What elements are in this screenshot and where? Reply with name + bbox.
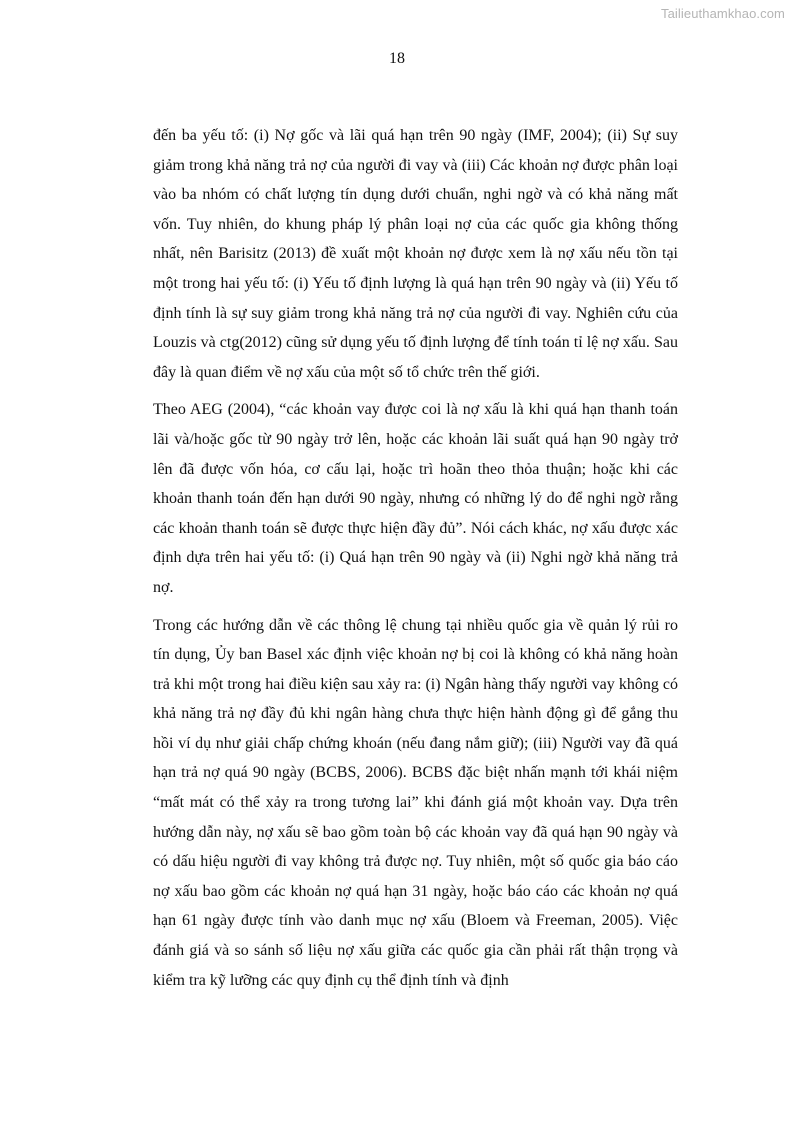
paragraph-3: Trong các hướng dẫn về các thông lệ chung tại nhiều quốc gia về quản lý rủi ro tín dụng, Ủy ban Basel xác định việc khoản nợ bị coi là không có khả năng hoàn trả khi một trong hai điều kiện sau xảy ra: (i) Ngân hàng thấy người vay không có khả năng trả nợ đầy đủ khi ngân hàng chưa thực hiện hành động gì để gắng thu hồi ví dụ như giải chấp chứng khoán (nếu đang nắm giữ); (iii) Người vay đã quá hạn trả nợ quá 90 ngày (BCBS, 2006). BCBS đặc biệt nhấn mạnh tới khái niệm “mất mát có thể xảy ra trong tương lai” khi đánh giá một khoản vay. Dựa trên hướng dẫn này, nợ xấu sẽ bao gồm toàn bộ các khoản vay đã quá hạn 90 ngày và có dấu hiệu người đi vay không trả được nợ. Tuy nhiên, một số quốc gia báo cáo nợ xấu bao gồm các khoản nợ quá hạn 31 ngày, hoặc báo cáo các khoản nợ quá hạn 61 ngày được tính vào danh mục nợ xấu (Bloem và Freeman, 2005). Việc đánh giá và so sánh số liệu nợ xấu giữa các quốc gia cần phải rất thận trọng và kiểm tra kỹ lưỡng các quy định cụ thể định tính và định — [153, 616, 678, 989]
paragraph-1: đến ba yếu tố: (i) Nợ gốc và lãi quá hạn trên 90 ngày (IMF, 2004); (ii) Sự suy giảm trong khả năng trả nợ của người đi vay và (iii) Các khoản nợ được phân loại vào ba nhóm có chất lượng tín dụng dưới chuẩn, nghi ngờ và có khả năng mất vốn. Tuy nhiên, do khung pháp lý phân loại nợ của các quốc gia không thống nhất, nên Barisitz (2013) đề xuất một khoản nợ được xem là nợ xấu nếu tồn tại một trong hai yếu tố: (i) Yếu tố định lượng là quá hạn trên 90 ngày và (ii) Yếu tố định tính là sự suy giảm trong khả năng trả nợ của người đi vay. Nghiên cứu của Louzis và ctg(2012) cũng sử dụng yếu tố định lượng để tính toán tỉ lệ nợ xấu. Sau đây là quan điểm về nợ xấu của một số tổ chức trên thế giới. — [153, 127, 678, 381]
watermark-text: Tailieuthamkhao.com — [660, 6, 785, 21]
page-number: 18 — [389, 50, 405, 67]
document-body — [153, 121, 678, 995]
paragraph-2: Theo AEG (2004), “các khoản vay được coi là nợ xấu là khi quá hạn thanh toán lãi và/hoặc gốc từ 90 ngày trở lên, hoặc các khoản lãi suất quá hạn 90 ngày trở lên đã được vốn hóa, cơ cấu lại, hoặc trì hoãn theo thỏa thuận; hoặc khi các khoản thanh toán đến hạn dưới 90 ngày, nhưng có những lý do để nghi ngờ rằng các khoản thanh toán sẽ được thực hiện đầy đủ”. Nói cách khác, nợ xấu được xác định dựa trên hai yếu tố: (i) Quá hạn trên 90 ngày và (ii) Nghi ngờ khả năng trả nợ. — [153, 401, 678, 596]
